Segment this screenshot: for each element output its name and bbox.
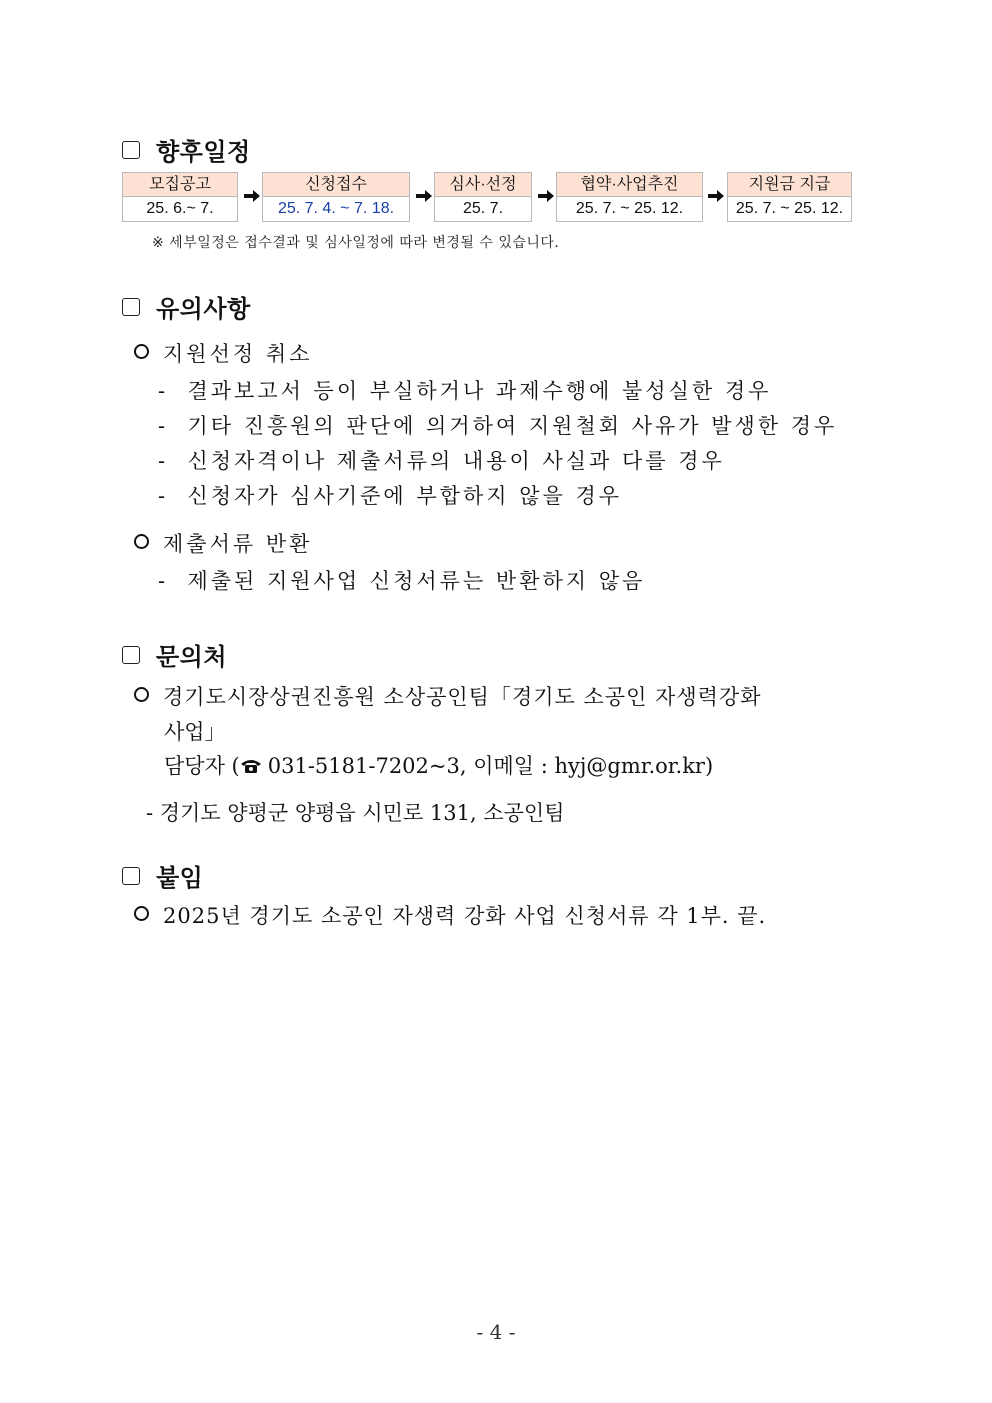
step-date: 25. 7. 4. ~ 7. 18.	[263, 197, 409, 221]
phone-icon	[240, 758, 262, 774]
step-label: 협약·사업추진	[557, 173, 702, 197]
subheading-docs	[134, 528, 312, 558]
step-date: 25. 7.	[435, 197, 531, 221]
checkbox-square-icon	[122, 867, 140, 885]
schedule-step	[122, 172, 238, 222]
section-title: 붙임	[156, 864, 204, 892]
section-notes-heading	[122, 289, 251, 324]
step-date: 25. 7. ~ 25. 12.	[728, 197, 851, 221]
arrow-right-icon	[243, 189, 261, 203]
list-item-text: 제출된 지원사업 신청서류는 반환하지 않음	[187, 569, 646, 593]
circle-bullet-icon	[134, 687, 149, 702]
circle-bullet-icon	[134, 534, 149, 549]
step-label: 지원금 지급	[728, 173, 851, 197]
list-item: - 결과보고서 등이 부실하거나 과제수행에 불성실한 경우	[158, 379, 772, 403]
list-item: - 제출된 지원사업 신청서류는 반환하지 않음	[158, 569, 646, 593]
page-number: - 4 -	[476, 1320, 516, 1344]
checkbox-square-icon	[122, 298, 140, 316]
section-title: 향후일정	[156, 138, 251, 166]
arrow-right-icon	[537, 189, 555, 203]
contact-person	[164, 750, 713, 780]
schedule-timeline	[122, 172, 862, 220]
arrow-right-icon	[707, 189, 725, 203]
list-item: - 기타 진흥원의 판단에 의거하여 지원철회 사유가 발생한 경우	[158, 414, 838, 438]
arrow-right-icon	[415, 189, 433, 203]
contact-org-cont: 사업」	[164, 720, 226, 744]
step-label: 모집공고	[123, 173, 237, 197]
section-attachment-heading	[122, 858, 203, 893]
circle-bullet-icon	[134, 344, 149, 359]
contact-person-label: 담당자 (	[164, 754, 240, 778]
list-item: - 신청자가 심사기준에 부합하지 않을 경우	[158, 484, 623, 508]
schedule-note: ※ 세부일정은 접수결과 및 심사일정에 따라 변경될 수 있습니다.	[152, 235, 560, 251]
section-schedule-heading	[122, 132, 251, 167]
subheading-cancel	[134, 338, 312, 368]
section-title: 유의사항	[156, 295, 251, 323]
schedule-step	[556, 172, 703, 222]
contact-address: - 경기도 양평군 양평읍 시민로 131, 소공인팀	[146, 801, 565, 825]
list-item-text: 신청자가 심사기준에 부합하지 않을 경우	[187, 484, 623, 508]
schedule-step	[262, 172, 410, 222]
step-label: 심사·선정	[435, 173, 531, 197]
circle-bullet-icon	[134, 906, 149, 921]
list-item-text: 신청자격이나 제출서류의 내용이 사실과 다를 경우	[187, 449, 725, 473]
contact-org	[134, 681, 761, 711]
checkbox-square-icon	[122, 141, 140, 159]
subheading-text: 지원선정 취소	[163, 342, 313, 366]
step-label: 신청접수	[263, 173, 409, 197]
checkbox-square-icon	[122, 646, 140, 664]
list-item: - 신청자격이나 제출서류의 내용이 사실과 다를 경우	[158, 449, 725, 473]
section-contact-heading	[122, 637, 227, 672]
contact-phone-email: 031-5181-7202~3, 이메일 : hyj@gmr.or.kr)	[267, 754, 714, 778]
step-date: 25. 7. ~ 25. 12.	[557, 197, 702, 221]
section-title: 문의처	[156, 643, 228, 671]
schedule-step	[434, 172, 532, 222]
attachment-text: 2025년 경기도 소공인 자생력 강화 사업 신청서류 각 1부. 끝.	[163, 904, 767, 928]
list-item-text: 기타 진흥원의 판단에 의거하여 지원철회 사유가 발생한 경우	[187, 414, 838, 438]
contact-org-text: 경기도시장상권진흥원 소상공인팀「경기도 소공인 자생력강화	[163, 685, 762, 709]
list-item-text: 결과보고서 등이 부실하거나 과제수행에 불성실한 경우	[187, 379, 772, 403]
attachment-item	[134, 900, 766, 930]
step-date: 25. 6.~ 7.	[123, 197, 237, 221]
subheading-text: 제출서류 반환	[163, 532, 313, 556]
schedule-step	[727, 172, 852, 222]
